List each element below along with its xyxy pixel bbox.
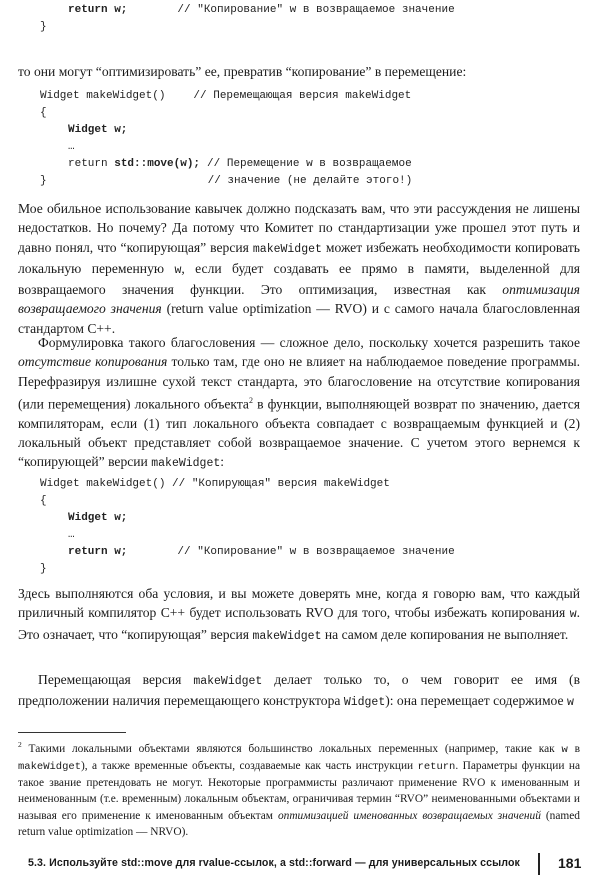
inline-code: w: [561, 743, 568, 756]
code-block-copy-version: [40, 476, 455, 578]
text-run: Мое обильное использование кавычек должно подсказать вам, что эти рассуждения не лишены недостатков. Но почему? Да потому что Комитет по стандартизации уже прошел этот путь и давно понял, что “копирующая” версия: [18, 201, 580, 255]
inline-code: makeWidget: [252, 629, 322, 643]
text-run: в: [567, 742, 580, 755]
paragraph-move-version: [18, 670, 580, 713]
footer-separator: [538, 853, 540, 875]
inline-code: w: [174, 263, 182, 277]
footnote: [18, 737, 580, 840]
code-comment: // "Копирование" w в возвращаемое значение: [177, 4, 455, 16]
italic-term: оптимизация возвращаемого значения: [18, 282, 580, 317]
text-run: (named return value optimization — NRVO).: [18, 809, 580, 838]
page-number: 181: [558, 855, 582, 871]
code-return-keyword: return: [68, 158, 115, 170]
text-run: ): она перемещает содержимое: [385, 693, 567, 709]
inline-code: makeWidget: [151, 457, 221, 471]
code-signature: Widget makeWidget() // "Копирующая" версия makeWidget: [40, 478, 390, 490]
inline-code: makeWidget: [252, 242, 322, 256]
code-closing-brace: }: [40, 175, 47, 187]
text-run: . Это означает, что “копирующая” версия: [18, 605, 580, 642]
inline-code: w: [569, 608, 577, 622]
code-return-statement: return w;: [68, 546, 128, 558]
code-comment: // Перемещение w в возвращаемое: [207, 158, 412, 170]
code-local-decl: Widget w;: [68, 512, 128, 524]
code-block-move-version: [40, 88, 412, 190]
footnote-number: 2: [18, 740, 22, 749]
page-footer: [28, 853, 580, 875]
text-run: в функции, выполняющей возврат по значению, дается компиляторам, если (1) тип локального объекта совпадает с возвращаемым функцией и (2) локальный объект представляет собой возвращаемое значение. С учетом этого вернемся к “копирующей” версии: [18, 396, 580, 470]
text-run: Здесь выполняются оба условия, и вы можете доверять мне, когда я говорю вам, что каждый приличный компилятор C++ будет использовать RVO для того, чтобы избежать копирования: [18, 586, 580, 621]
text-run: (return value optimization — RVO) и с самого начала благословленная стандартом C++.: [18, 301, 581, 336]
paragraph-rvo-applies: [18, 584, 580, 646]
text-run: делает только то, о чем говорит ее имя (в предположении наличия перемещающего конструктора: [18, 672, 580, 709]
footnote-ref: 2: [248, 395, 253, 405]
section-title: 5.3. Используйте std::move для rvalue-ссылок, а std::forward — для универсальных ссылок: [28, 857, 520, 869]
intro-text: то они могут “оптимизировать” ее, превратив “копирование” в перемещение:: [18, 64, 467, 79]
italic-term: оптимизацией именованных возвращаемых значений: [277, 809, 541, 822]
code-comment: // Перемещающая версия makeWidget: [193, 90, 412, 102]
code-std-move-call: std::move(w);: [114, 158, 201, 170]
code-closing-brace: }: [40, 563, 47, 575]
text-run: , если будет создавать ее прямо в памяти, выделенной для возвращаемого значения функции. Это оптимизация, известная как: [18, 260, 580, 298]
paragraph-copy-elision: [18, 333, 580, 474]
inline-code: Widget: [343, 696, 386, 710]
text-run: Формулировка такого благословения — сложное дело, поскольку хочется разрешить такое: [38, 335, 580, 350]
code-closing-brace: }: [40, 21, 47, 33]
paragraph-rvo-intro: [18, 199, 580, 338]
code-ellipsis: …: [68, 529, 75, 541]
code-comment: // "Копирование" w в возвращаемое значение: [177, 546, 455, 558]
text-run: . Параметры функции на такое звание претендовать не могут. Некоторые программисты различают применение RVO к именованным и неименованным (т.е. временным) локальным объектам, ограничивая термин “RVO” неименованными объектами и называя его применение к именованным объектам: [18, 760, 580, 822]
text-run: ), а также временные объекты, создаваемые как часть инструкции: [81, 760, 418, 772]
text-run: на самом деле копирования не выполняет.: [321, 626, 569, 642]
inline-code: w: [566, 696, 574, 710]
code-open-brace: {: [40, 495, 47, 507]
code-block-top: [40, 2, 455, 36]
italic-term: отсутствие копирования: [18, 354, 168, 370]
footnote-divider: [18, 732, 126, 733]
text-run: :: [220, 454, 225, 470]
intro-paragraph: [18, 62, 580, 81]
code-return-statement: return w;: [68, 4, 128, 16]
inline-code: return: [417, 761, 456, 773]
text-run: Такими локальными объектами являются большинство локальных переменных (например, такие как: [21, 742, 562, 755]
code-local-decl: Widget w;: [68, 124, 128, 136]
text-run: Перемещающая версия: [38, 672, 194, 687]
code-signature: Widget makeWidget(): [40, 90, 166, 102]
inline-code: makeWidget: [193, 675, 263, 688]
text-run: может избежать необходимости копировать локальную переменную: [18, 239, 580, 276]
text-run: только там, где оно не влияет на наблюдаемое поведение программы. Перефразируя излишне сухой текст стандарта, это благословение на отсутствие копирования (или перемещения) локального объекта: [18, 354, 580, 412]
inline-code: makeWidget: [18, 761, 82, 773]
code-comment: // значение (не делайте этого!): [207, 175, 413, 187]
code-open-brace: {: [40, 107, 47, 119]
code-ellipsis: …: [68, 141, 75, 153]
